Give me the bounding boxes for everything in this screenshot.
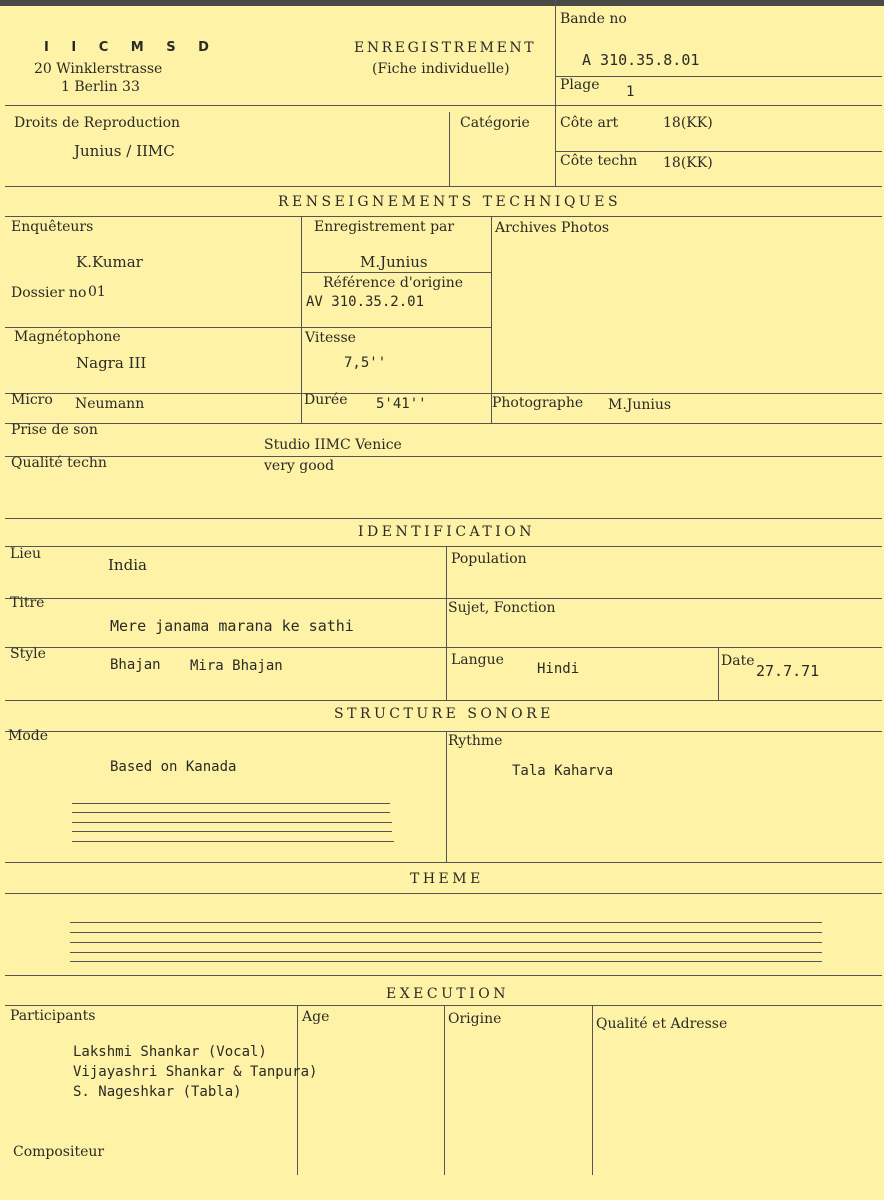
participant-2: Vijayashri Shankar & Tanpura) — [73, 1064, 318, 1080]
writing-line — [70, 932, 822, 933]
writing-line — [72, 822, 392, 823]
rule — [5, 518, 882, 519]
rule — [5, 186, 882, 187]
rule — [5, 975, 882, 976]
droits-value: Junius / IIMC — [74, 142, 175, 160]
writing-line — [72, 803, 390, 804]
form-title: ENREGISTREMENT — [354, 40, 537, 56]
vitesse-value: 7,5'' — [344, 355, 387, 371]
titre-value: Mere janama marana ke sathi — [110, 617, 354, 635]
form-subtitle: (Fiche individuelle) — [372, 61, 510, 77]
age-label: Age — [302, 1009, 330, 1025]
rule — [5, 456, 882, 457]
enqueteurs-value: K.Kumar — [76, 253, 143, 271]
rule — [5, 327, 491, 328]
section-heading-theme: THEME — [410, 871, 484, 887]
rule — [491, 216, 492, 423]
mode-label: Mode — [8, 728, 49, 744]
rythme-value: Tala Kaharva — [512, 763, 614, 779]
rule — [555, 0, 556, 186]
participant-1: Lakshmi Shankar (Vocal) — [73, 1044, 267, 1060]
address-line1: 20 Winklerstrasse — [34, 61, 163, 77]
rule — [5, 647, 882, 648]
rule — [555, 76, 882, 77]
micro-label: Micro — [11, 392, 53, 408]
photographe-value: M.Junius — [608, 397, 672, 413]
participant-3: S. Nageshkar (Tabla) — [73, 1084, 242, 1100]
qualite-label: Qualité techn — [11, 455, 107, 471]
langue-value: Hindi — [537, 661, 580, 677]
magnetophone-value: Nagra III — [76, 354, 147, 372]
cote-techn-value: 18(KK) — [663, 155, 713, 171]
date-value: 27.7.71 — [756, 662, 820, 680]
organization-name: I I C M S D — [44, 40, 218, 55]
writing-line — [70, 942, 822, 943]
qualite-adresse-label: Qualité et Adresse — [596, 1016, 728, 1032]
rule — [718, 647, 719, 700]
style-value-bhajan: Bhajan — [110, 657, 161, 673]
qualite-value: very good — [264, 458, 335, 474]
rule — [5, 862, 882, 863]
rule — [301, 216, 302, 423]
rule — [5, 393, 882, 394]
rule — [5, 598, 882, 599]
dossier-label: Dossier no — [11, 285, 87, 301]
duree-label: Durée — [304, 392, 348, 408]
bande-label: Bande no — [560, 11, 627, 27]
rule — [301, 272, 491, 273]
lieu-label: Lieu — [10, 546, 42, 562]
duree-value: 5'41'' — [376, 396, 427, 412]
top-edge — [0, 0, 884, 6]
cote-art-label: Côte art — [560, 115, 619, 131]
rule — [446, 731, 447, 862]
rythme-label: Rythme — [448, 733, 503, 749]
cote-techn-label: Côte techn — [560, 153, 638, 169]
section-heading-identification: IDENTIFICATION — [358, 524, 535, 540]
writing-line — [72, 812, 390, 813]
lieu-value: India — [108, 556, 147, 574]
rule — [446, 546, 447, 700]
rule — [5, 216, 882, 217]
cote-art-value: 18(KK) — [663, 115, 713, 131]
writing-line — [70, 952, 822, 953]
archives-photos-label: Archives Photos — [495, 220, 610, 236]
micro-value: Neumann — [75, 396, 145, 412]
vitesse-label: Vitesse — [305, 330, 356, 346]
writing-line — [70, 922, 822, 923]
section-heading-execution: EXECUTION — [386, 986, 510, 1002]
style-label: Style — [10, 646, 46, 662]
rule — [297, 1005, 298, 1175]
participants-label: Participants — [10, 1008, 96, 1024]
plage-value: 1 — [626, 84, 635, 100]
sujet-label: Sujet, Fonction — [448, 600, 556, 616]
plage-label: Plage — [560, 77, 600, 93]
rule — [5, 731, 882, 732]
rule — [555, 151, 882, 152]
rule — [592, 1005, 593, 1175]
origine-label: Origine — [448, 1011, 502, 1027]
titre-label: Titre — [10, 595, 45, 611]
address-line2: 1 Berlin 33 — [61, 79, 140, 95]
rule — [5, 700, 882, 701]
compositeur-label: Compositeur — [13, 1144, 105, 1160]
enregistrement-par-label: Enregistrement par — [314, 219, 455, 235]
rule — [5, 105, 882, 106]
population-label: Population — [451, 551, 527, 567]
reference-value: AV 310.35.2.01 — [306, 294, 425, 310]
section-heading-technique: RENSEIGNEMENTS TECHNIQUES — [278, 194, 622, 210]
langue-label: Langue — [451, 652, 504, 668]
mode-value: Based on Kanada — [110, 759, 237, 775]
photographe-label: Photographe — [492, 395, 584, 411]
writing-line — [70, 961, 822, 962]
rule — [5, 893, 882, 894]
reference-label: Référence d'origine — [323, 275, 464, 291]
enqueteurs-label: Enquêteurs — [11, 219, 94, 235]
writing-line — [72, 841, 394, 842]
magnetophone-label: Magnétophone — [14, 329, 121, 345]
rule — [5, 546, 882, 547]
date-label: Date — [721, 653, 755, 669]
enregistrement-par-value: M.Junius — [360, 253, 428, 271]
prise-label: Prise de son — [11, 422, 98, 438]
categorie-label: Catégorie — [460, 115, 530, 131]
rule — [449, 112, 450, 186]
rule — [5, 423, 882, 424]
writing-line — [72, 831, 392, 832]
bande-value: A 310.35.8.01 — [582, 51, 700, 69]
section-heading-structure: STRUCTURE SONORE — [334, 706, 554, 722]
droits-label: Droits de Reproduction — [14, 115, 181, 131]
dossier-value: 01 — [88, 284, 106, 300]
style-value-mira-bhajan: Mira Bhajan — [190, 658, 283, 674]
rule — [444, 1005, 445, 1175]
prise-value: Studio IIMC Venice — [264, 437, 402, 453]
